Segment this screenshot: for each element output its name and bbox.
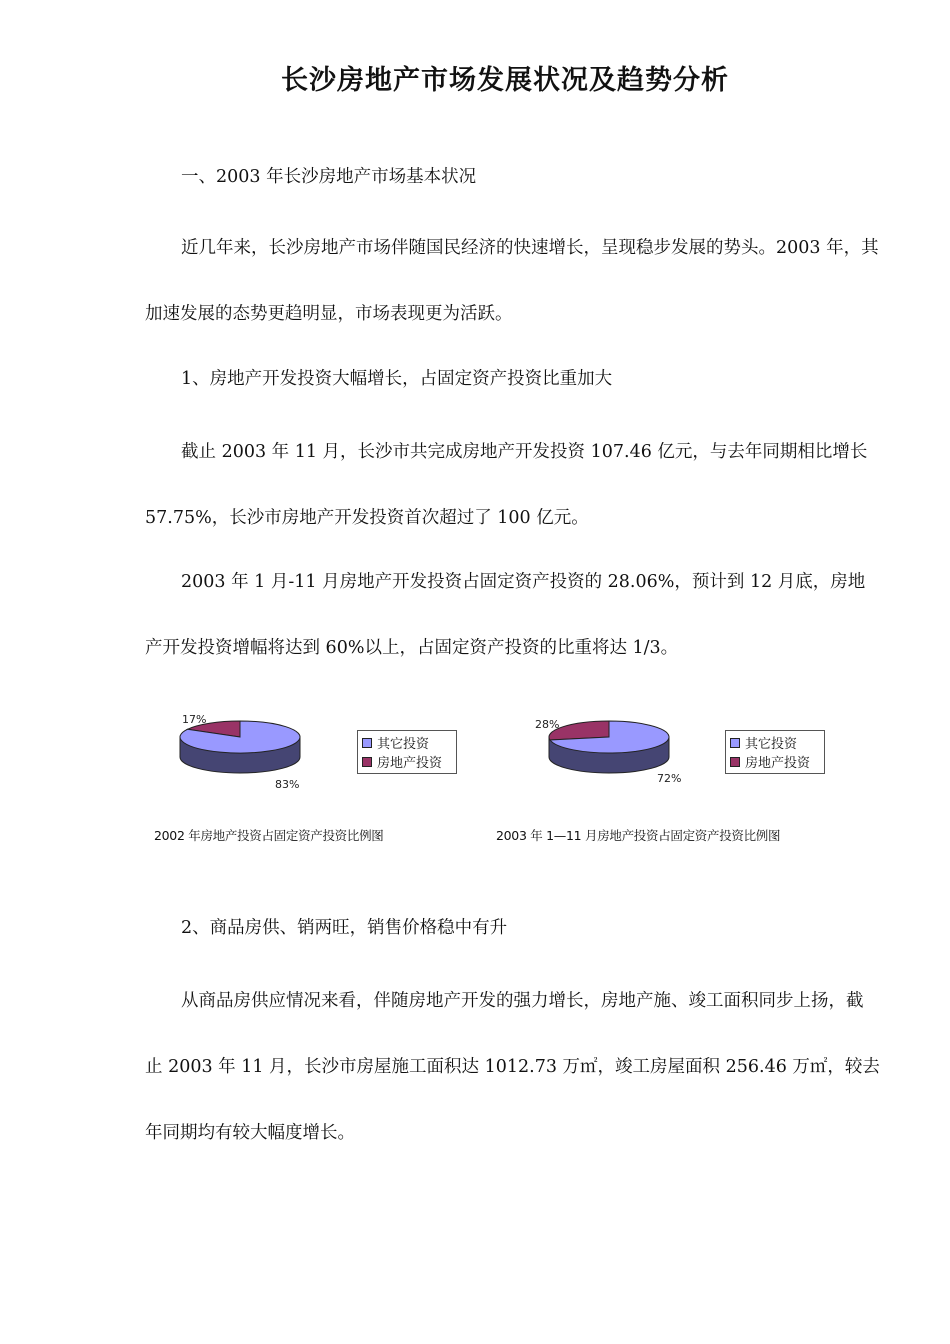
legend-swatch-other — [730, 738, 740, 748]
pie-chart-2003 — [495, 705, 855, 845]
legend-swatch-real-estate — [362, 757, 372, 767]
pie-label-real-estate-2002: 17% — [182, 713, 207, 726]
document-title: 长沙房地产市场发展状况及趋势分析 — [281, 65, 729, 96]
chart-caption-2003: 2003 年 1—11 月房地产投资占固定资产投资比例图 — [496, 828, 781, 843]
legend-item-real-estate — [730, 752, 820, 771]
legend-label-real-estate: 房地产投资 — [745, 756, 811, 771]
legend-label-other: 其它投资 — [377, 737, 430, 752]
pie-label-real-estate-2003: 28% — [535, 718, 560, 731]
chart-caption-2002: 2002 年房地产投资占固定资产投资比例图 — [154, 828, 384, 843]
pie-legend-2002 — [357, 730, 457, 774]
legend-label-real-estate: 房地产投资 — [377, 756, 443, 771]
paragraph-investment: 截止 2003 年 11 月，长沙市共完成房地产开发投资 107.46 亿元，与去年同期相比增长 57.75%，长沙市房地产开发投资首次超过了 100 亿元。 — [145, 442, 868, 528]
pie-legend-2003 — [725, 730, 825, 774]
legend-label-other: 其它投资 — [745, 737, 798, 752]
legend-item-real-estate — [362, 752, 452, 771]
paragraph-supply: 从商品房供应情况来看，伴随房地产开发的强力增长，房地产施、竣工面积同步上扬，截止 2003 年 11 月，长沙市房屋施工面积达 1012.73 万㎡，竣工房屋面积 256.46 万㎡，较去年同期均有较大幅度增长。 — [145, 991, 880, 1143]
legend-swatch-other — [362, 738, 372, 748]
paragraph-intro: 近几年来，长沙房地产市场伴随国民经济的快速增长，呈现稳步发展的势头。2003 年，其加速发展的态势更趋明显，市场表现更为活跃。 — [145, 238, 879, 324]
section-heading-1: 一、2003 年长沙房地产市场基本状况 — [181, 167, 477, 187]
pie-label-other-2003: 72% — [657, 772, 682, 785]
legend-swatch-real-estate — [730, 757, 740, 767]
legend-item-other — [362, 733, 452, 752]
section-heading-1-1: 1、房地产开发投资大幅增长，占固定资产投资比重加大 — [181, 369, 613, 389]
section-heading-1-2: 2、商品房供、销两旺，销售价格稳中有升 — [181, 918, 508, 938]
legend-item-other — [730, 733, 820, 752]
pie-chart-2003-plot — [495, 705, 675, 800]
pie-chart-2002 — [150, 705, 470, 845]
paragraph-investment-share: 2003 年 1 月-11 月房地产开发投资占固定资产投资的 28.06%，预计到 12 月底，房地产开发投资增幅将达到 60%以上，占固定资产投资的比重将达 1/3。 — [145, 572, 866, 658]
pie-label-other-2002: 83% — [275, 778, 300, 791]
